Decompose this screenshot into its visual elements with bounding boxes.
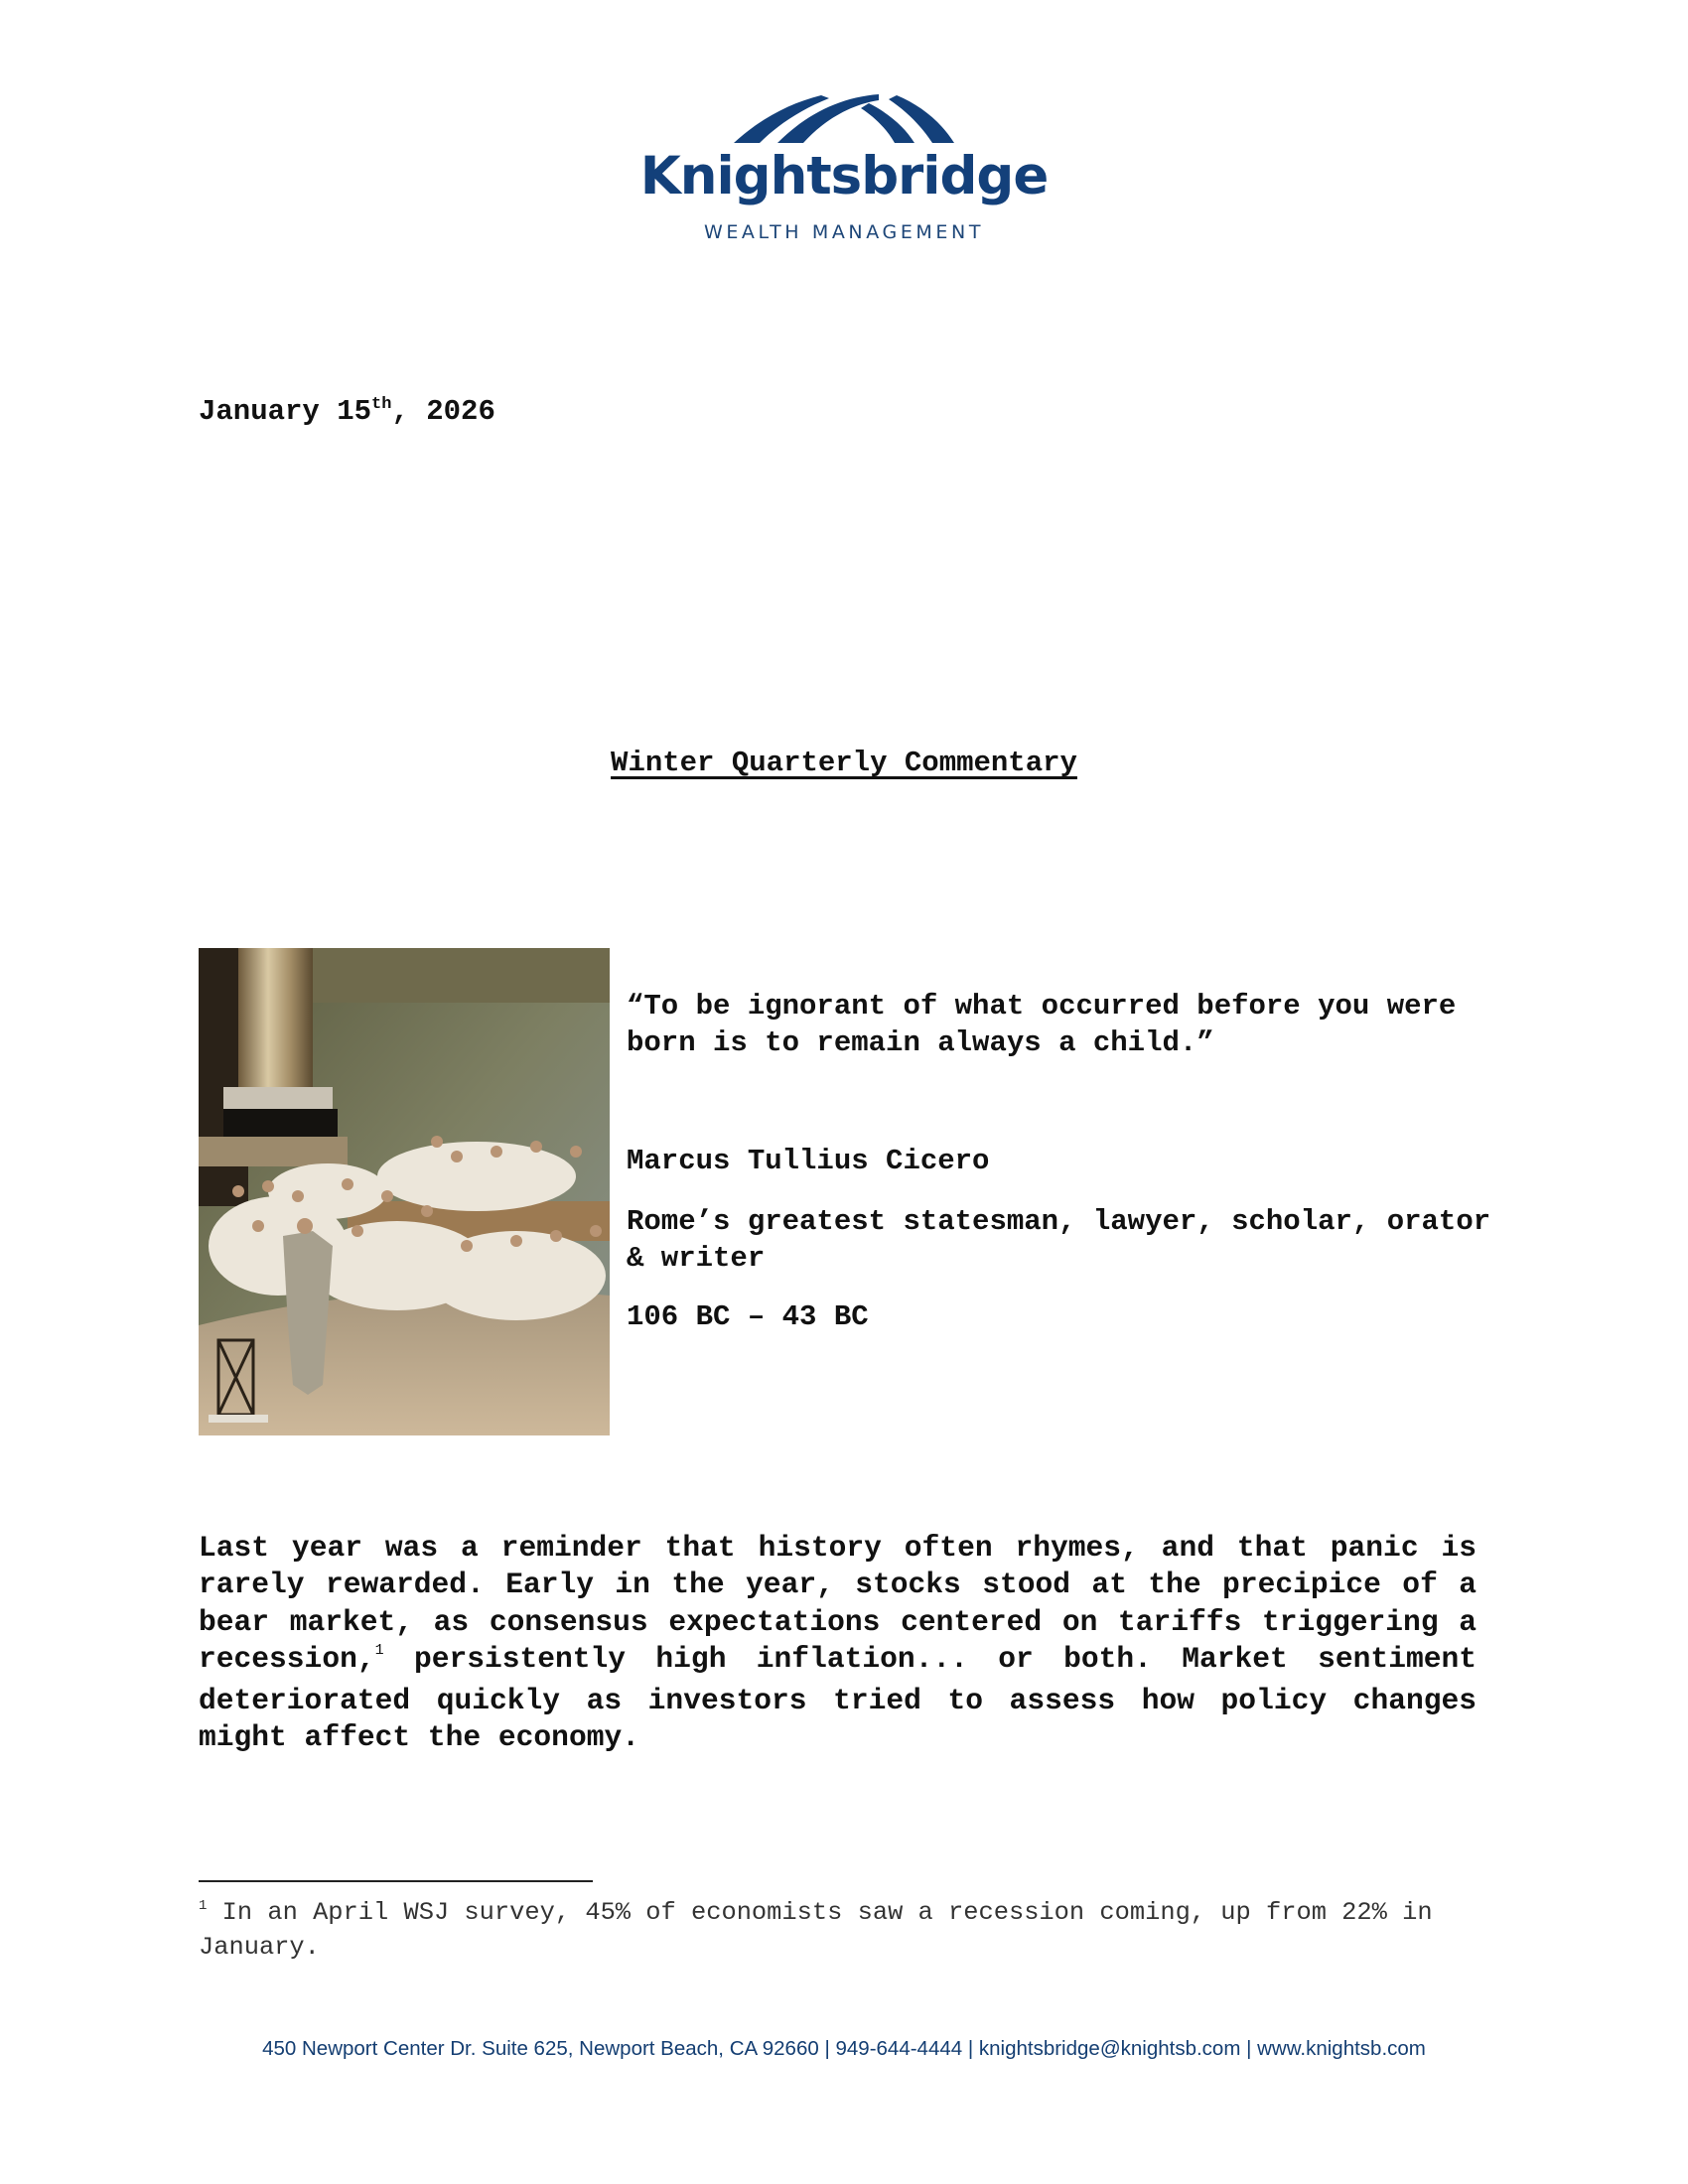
footer-address: 450 Newport Center Dr. Suite 625, Newport Beach, CA 92660 [262,2037,819,2060]
footnote-text: In an April WSJ survey, 45% of economists saw a recession coming, up from 22% in January. [199,1898,1433,1962]
footer-email-link[interactable]: knightsbridge@knightsb.com [978,2037,1241,2060]
quote-text: “To be ignorant of what occurred before you were born is to remain always a child.” [627,990,1457,1059]
date-year: , 2026 [391,395,495,428]
painting-illustration [199,948,610,1435]
body-text-part-2: persistently high inflation... or both. Market sentiment deteriorated quickly as investors tried to assess how policy changes might affect the economy. [199,1642,1477,1755]
date-month-day: January 15 [199,395,372,428]
contact-footer [0,2037,1688,2061]
footer-separator: | [818,2037,836,2060]
body-text-part-1: Last year was a reminder that history often rhymes, and that panic is rarely rewarded. Early in the year, stocks stood at the precipice of a bear market, as consensus expectations centered on tariffs triggering a recession, [199,1531,1477,1677]
quote-block [627,988,1500,1335]
logo-arch-icon [730,91,958,147]
footer-separator: | [962,2037,979,2060]
quote-author-dates: 106 BC – 43 BC [627,1300,869,1333]
cicero-painting-image [199,948,610,1435]
footer-separator: | [1240,2037,1258,2060]
logo-wordmark: Knightsbridge [639,146,1049,206]
footnote-number: 1 [199,1898,208,1914]
footnote-reference[interactable]: 1 [374,1642,384,1660]
document-title [0,747,1688,780]
letter-date [199,395,495,433]
body-paragraph [199,1530,1477,1756]
logo-subtitle: WEALTH MANAGEMENT [703,221,985,243]
document-title-text: Winter Quarterly Commentary [611,747,1077,779]
quote-author: Marcus Tullius Cicero [627,1145,990,1177]
quote-author-description: Rome’s greatest statesman, lawyer, scholar, orator & writer [627,1205,1491,1275]
footnote [199,1897,1489,1963]
footnote-separator [199,1880,593,1882]
footer-phone[interactable]: 949-644-4444 [835,2037,963,2060]
date-ordinal: th [371,395,392,414]
footer-website-link[interactable]: www.knightsb.com [1257,2037,1426,2060]
